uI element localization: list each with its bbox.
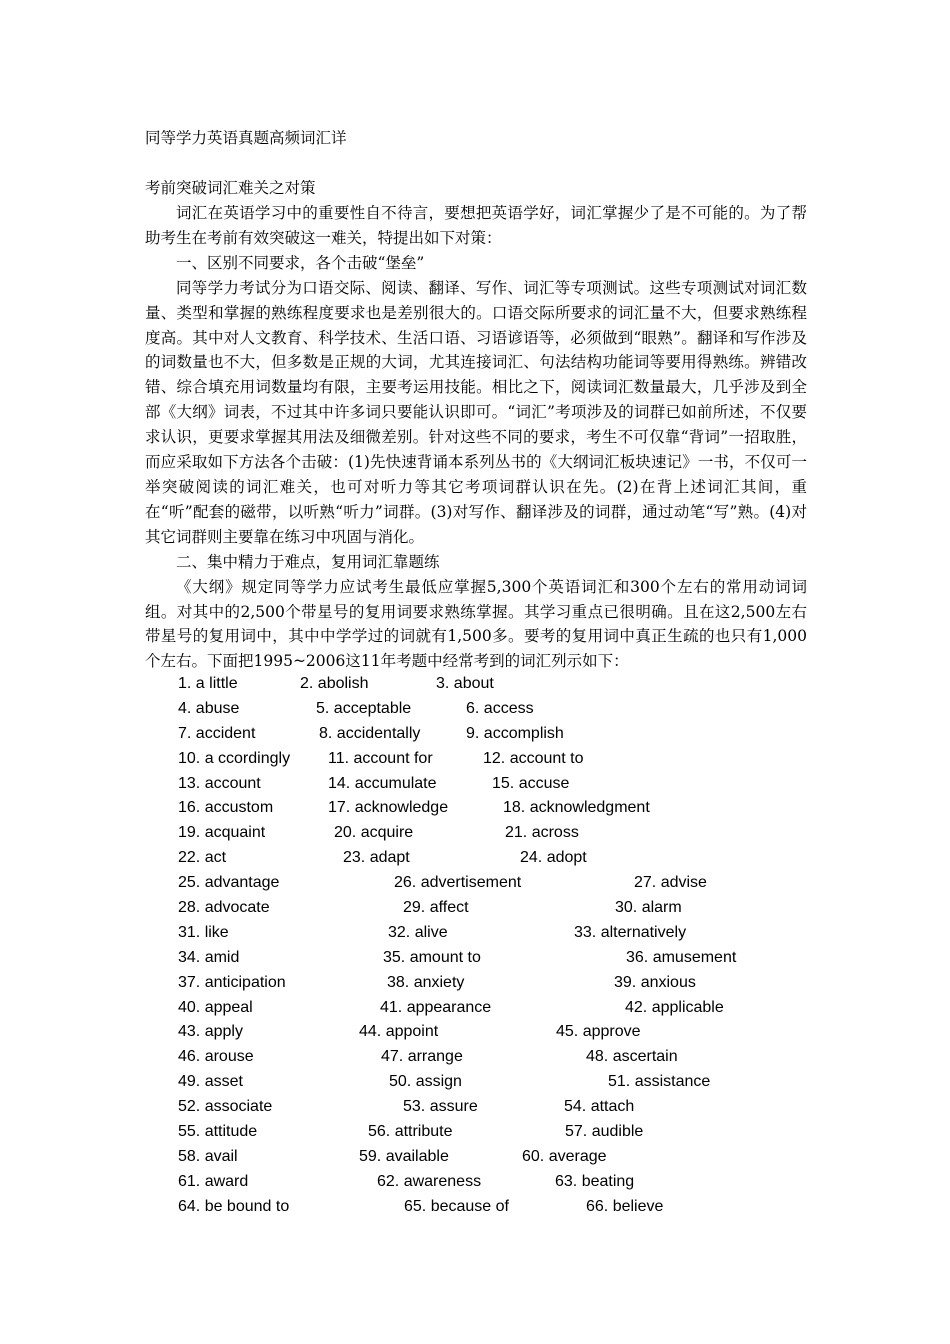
vocab-item: 37. anticipation bbox=[178, 973, 286, 991]
vocab-item: 61. award bbox=[178, 1172, 249, 1190]
vocab-row bbox=[178, 1095, 828, 1120]
vocab-row bbox=[178, 821, 828, 846]
heading-two: 二、集中精力于难点，复用词汇靠题练 bbox=[176, 552, 440, 571]
vocab-item: 6. access bbox=[466, 699, 534, 717]
vocab-item: 19. acquaint bbox=[178, 824, 266, 842]
vocabulary-list bbox=[178, 672, 828, 1220]
intro-paragraph: 词汇在英语学习中的重要性自不待言，要想把英语学好，词汇掌握少了是不可能的。为了帮助考生在考前有效突破这一难关，特提出如下对策： bbox=[145, 204, 807, 247]
vocab-row bbox=[178, 1045, 828, 1070]
vocab-item: 44. appoint bbox=[359, 1023, 439, 1041]
vocab-item: 13. account bbox=[178, 774, 261, 792]
vocab-row bbox=[178, 672, 828, 697]
vocab-item: 45. approve bbox=[556, 1023, 641, 1041]
vocab-item: 63. beating bbox=[555, 1172, 635, 1190]
vocab-item: 2. abolish bbox=[300, 675, 369, 692]
vocab-row bbox=[178, 1170, 828, 1195]
vocab-item: 36. amusement bbox=[626, 948, 737, 966]
vocab-item: 38. anxiety bbox=[387, 973, 465, 991]
vocab-item: 33. alternatively bbox=[574, 923, 687, 941]
vocab-row bbox=[178, 946, 828, 971]
vocab-item: 57. audible bbox=[565, 1123, 644, 1141]
document-title: 同等学力英语真题高频词汇详 bbox=[145, 129, 347, 147]
body-paragraph-one: 同等学力考试分为口语交际、阅读、翻译、写作、词汇等专项测试。这些专项测试对词汇数量、类型和掌握的熟练程度要求也是差别很大的。口语交际所要求的词汇量不大，但要求熟练程度高。其中对人文教育、科学技术、生活口语、习语谚语等，必须做到“眼熟”。翻译和写作涉及的词数量也不大，但多数是正规的大词，尤其连接词汇、句法结构功能词等要用得熟练。辨错改错、综合填充用词数量均有限，主要考运用技能。相比之下，阅读词汇数量最大，几乎涉及到全部《大纲》词表，不过其中许多词只要能认识即可。“词汇”考项涉及的词群已如前所述，不仅要求认识，更要求掌握其用法及细微差别。针对这些不同的要求，考生不可仅靠“背词”一招取胜，而应采取如下方法各个击破：(1)先快速背诵本系列丛书的《大纲词汇板块速记》一书，不仅可一举突破阅读的词汇难关，也可对听力等其它考项词群认识在先。(2)在背上述词汇其间，重在“听”配套的磁带，以听熟“听力”词群。(3)对写作、翻译涉及的词群，通过动笔“写”熟。(4)对其它词群则主要靠在练习中巩固与消化。 bbox=[145, 278, 807, 546]
vocab-item: 7. accident bbox=[178, 724, 256, 742]
vocab-item: 56. attribute bbox=[368, 1123, 453, 1141]
vocab-item: 3. about bbox=[436, 675, 494, 692]
vocab-item: 66. believe bbox=[586, 1197, 664, 1215]
vocab-item: 11. account for bbox=[328, 749, 433, 767]
vocab-item: 35. amount to bbox=[383, 948, 481, 966]
vocab-item: 54. attach bbox=[564, 1098, 635, 1116]
vocab-item: 5. acceptable bbox=[316, 699, 412, 717]
vocab-item: 22. act bbox=[178, 849, 227, 867]
vocab-row bbox=[178, 796, 828, 821]
vocab-row bbox=[178, 747, 828, 772]
vocab-item: 27. advise bbox=[634, 874, 707, 892]
vocab-item: 12. account to bbox=[483, 749, 584, 767]
vocab-row bbox=[178, 896, 828, 921]
vocab-item: 47. arrange bbox=[381, 1048, 463, 1066]
vocab-item: 49. asset bbox=[178, 1073, 243, 1091]
vocab-item: 32. alive bbox=[388, 923, 448, 941]
vocab-item: 4. abuse bbox=[178, 699, 240, 717]
vocab-item: 41. appearance bbox=[380, 998, 492, 1016]
vocab-item: 23. adapt bbox=[343, 849, 410, 867]
vocab-item: 9. accomplish bbox=[466, 724, 564, 742]
document-body bbox=[145, 201, 807, 674]
vocab-item: 14. accumulate bbox=[328, 774, 437, 792]
vocab-item: 8. accidentally bbox=[319, 724, 421, 742]
vocab-item: 60. average bbox=[522, 1147, 607, 1165]
vocab-item: 34. amid bbox=[178, 948, 240, 966]
vocab-item: 26. advertisement bbox=[394, 874, 522, 892]
vocab-item: 52. associate bbox=[178, 1098, 273, 1116]
vocab-item: 46. arouse bbox=[178, 1048, 254, 1066]
vocab-item: 42. applicable bbox=[625, 998, 724, 1016]
vocab-item: 29. affect bbox=[403, 899, 469, 917]
vocab-item: 58. avail bbox=[178, 1147, 238, 1165]
vocab-item: 43. apply bbox=[178, 1023, 243, 1041]
vocab-item: 50. assign bbox=[389, 1073, 462, 1091]
vocab-item: 48. ascertain bbox=[586, 1048, 678, 1066]
vocab-item: 30. alarm bbox=[615, 899, 682, 917]
vocab-item: 21. across bbox=[505, 824, 579, 842]
vocab-row bbox=[178, 697, 828, 722]
vocab-row bbox=[178, 722, 828, 747]
vocab-row bbox=[178, 846, 828, 871]
vocab-item: 31. like bbox=[178, 923, 229, 941]
vocab-item: 62. awareness bbox=[377, 1172, 482, 1190]
vocab-item: 65. because of bbox=[404, 1197, 509, 1215]
vocab-item: 64. be bound to bbox=[178, 1197, 290, 1215]
vocab-item: 39. anxious bbox=[614, 973, 696, 991]
vocab-row bbox=[178, 1070, 828, 1095]
vocab-item: 55. attitude bbox=[178, 1123, 258, 1141]
vocab-item: 25. advantage bbox=[178, 874, 280, 892]
vocab-item: 53. assure bbox=[403, 1098, 478, 1116]
vocab-row bbox=[178, 1145, 828, 1170]
heading-one: 一、区别不同要求，各个击破“堡垒” bbox=[176, 253, 425, 272]
vocab-row bbox=[178, 921, 828, 946]
vocab-item: 28. advocate bbox=[178, 899, 270, 917]
vocab-row bbox=[178, 772, 828, 797]
vocab-item: 20. acquire bbox=[334, 824, 414, 842]
vocab-row bbox=[178, 996, 828, 1021]
section-subtitle: 考前突破词汇难关之对策 bbox=[145, 179, 316, 197]
vocab-row bbox=[178, 971, 828, 996]
vocab-item: 17. acknowledge bbox=[328, 799, 449, 817]
vocab-item: 10. a ccordingly bbox=[178, 749, 291, 767]
vocab-item: 1. a little bbox=[178, 675, 238, 692]
body-paragraph-two: 《大纲》规定同等学力应试考生最低应掌握5,300个英语词汇和300个左右的常用动词词组。对其中的2,500个带星号的复用词要求熟练掌握。其学习重点已很明确。且在这2,500左右带星号的复用词中，其中中学学过的词就有1,500多。要考的复用词中真正生疏的也只有1,000个左右。下面把1995~2006这11年考题中经常考到的词汇列示如下： bbox=[145, 577, 807, 671]
vocab-item: 16. accustom bbox=[178, 799, 274, 817]
vocab-item: 51. assistance bbox=[608, 1073, 711, 1091]
vocab-row bbox=[178, 1195, 828, 1220]
vocab-item: 59. available bbox=[359, 1147, 449, 1165]
vocab-row bbox=[178, 871, 828, 896]
vocab-item: 40. appeal bbox=[178, 998, 253, 1016]
vocab-item: 15. accuse bbox=[492, 774, 570, 792]
vocab-item: 18. acknowledgment bbox=[503, 799, 650, 817]
vocab-row bbox=[178, 1120, 828, 1145]
vocab-row bbox=[178, 1020, 828, 1045]
vocab-item: 24. adopt bbox=[520, 849, 587, 867]
